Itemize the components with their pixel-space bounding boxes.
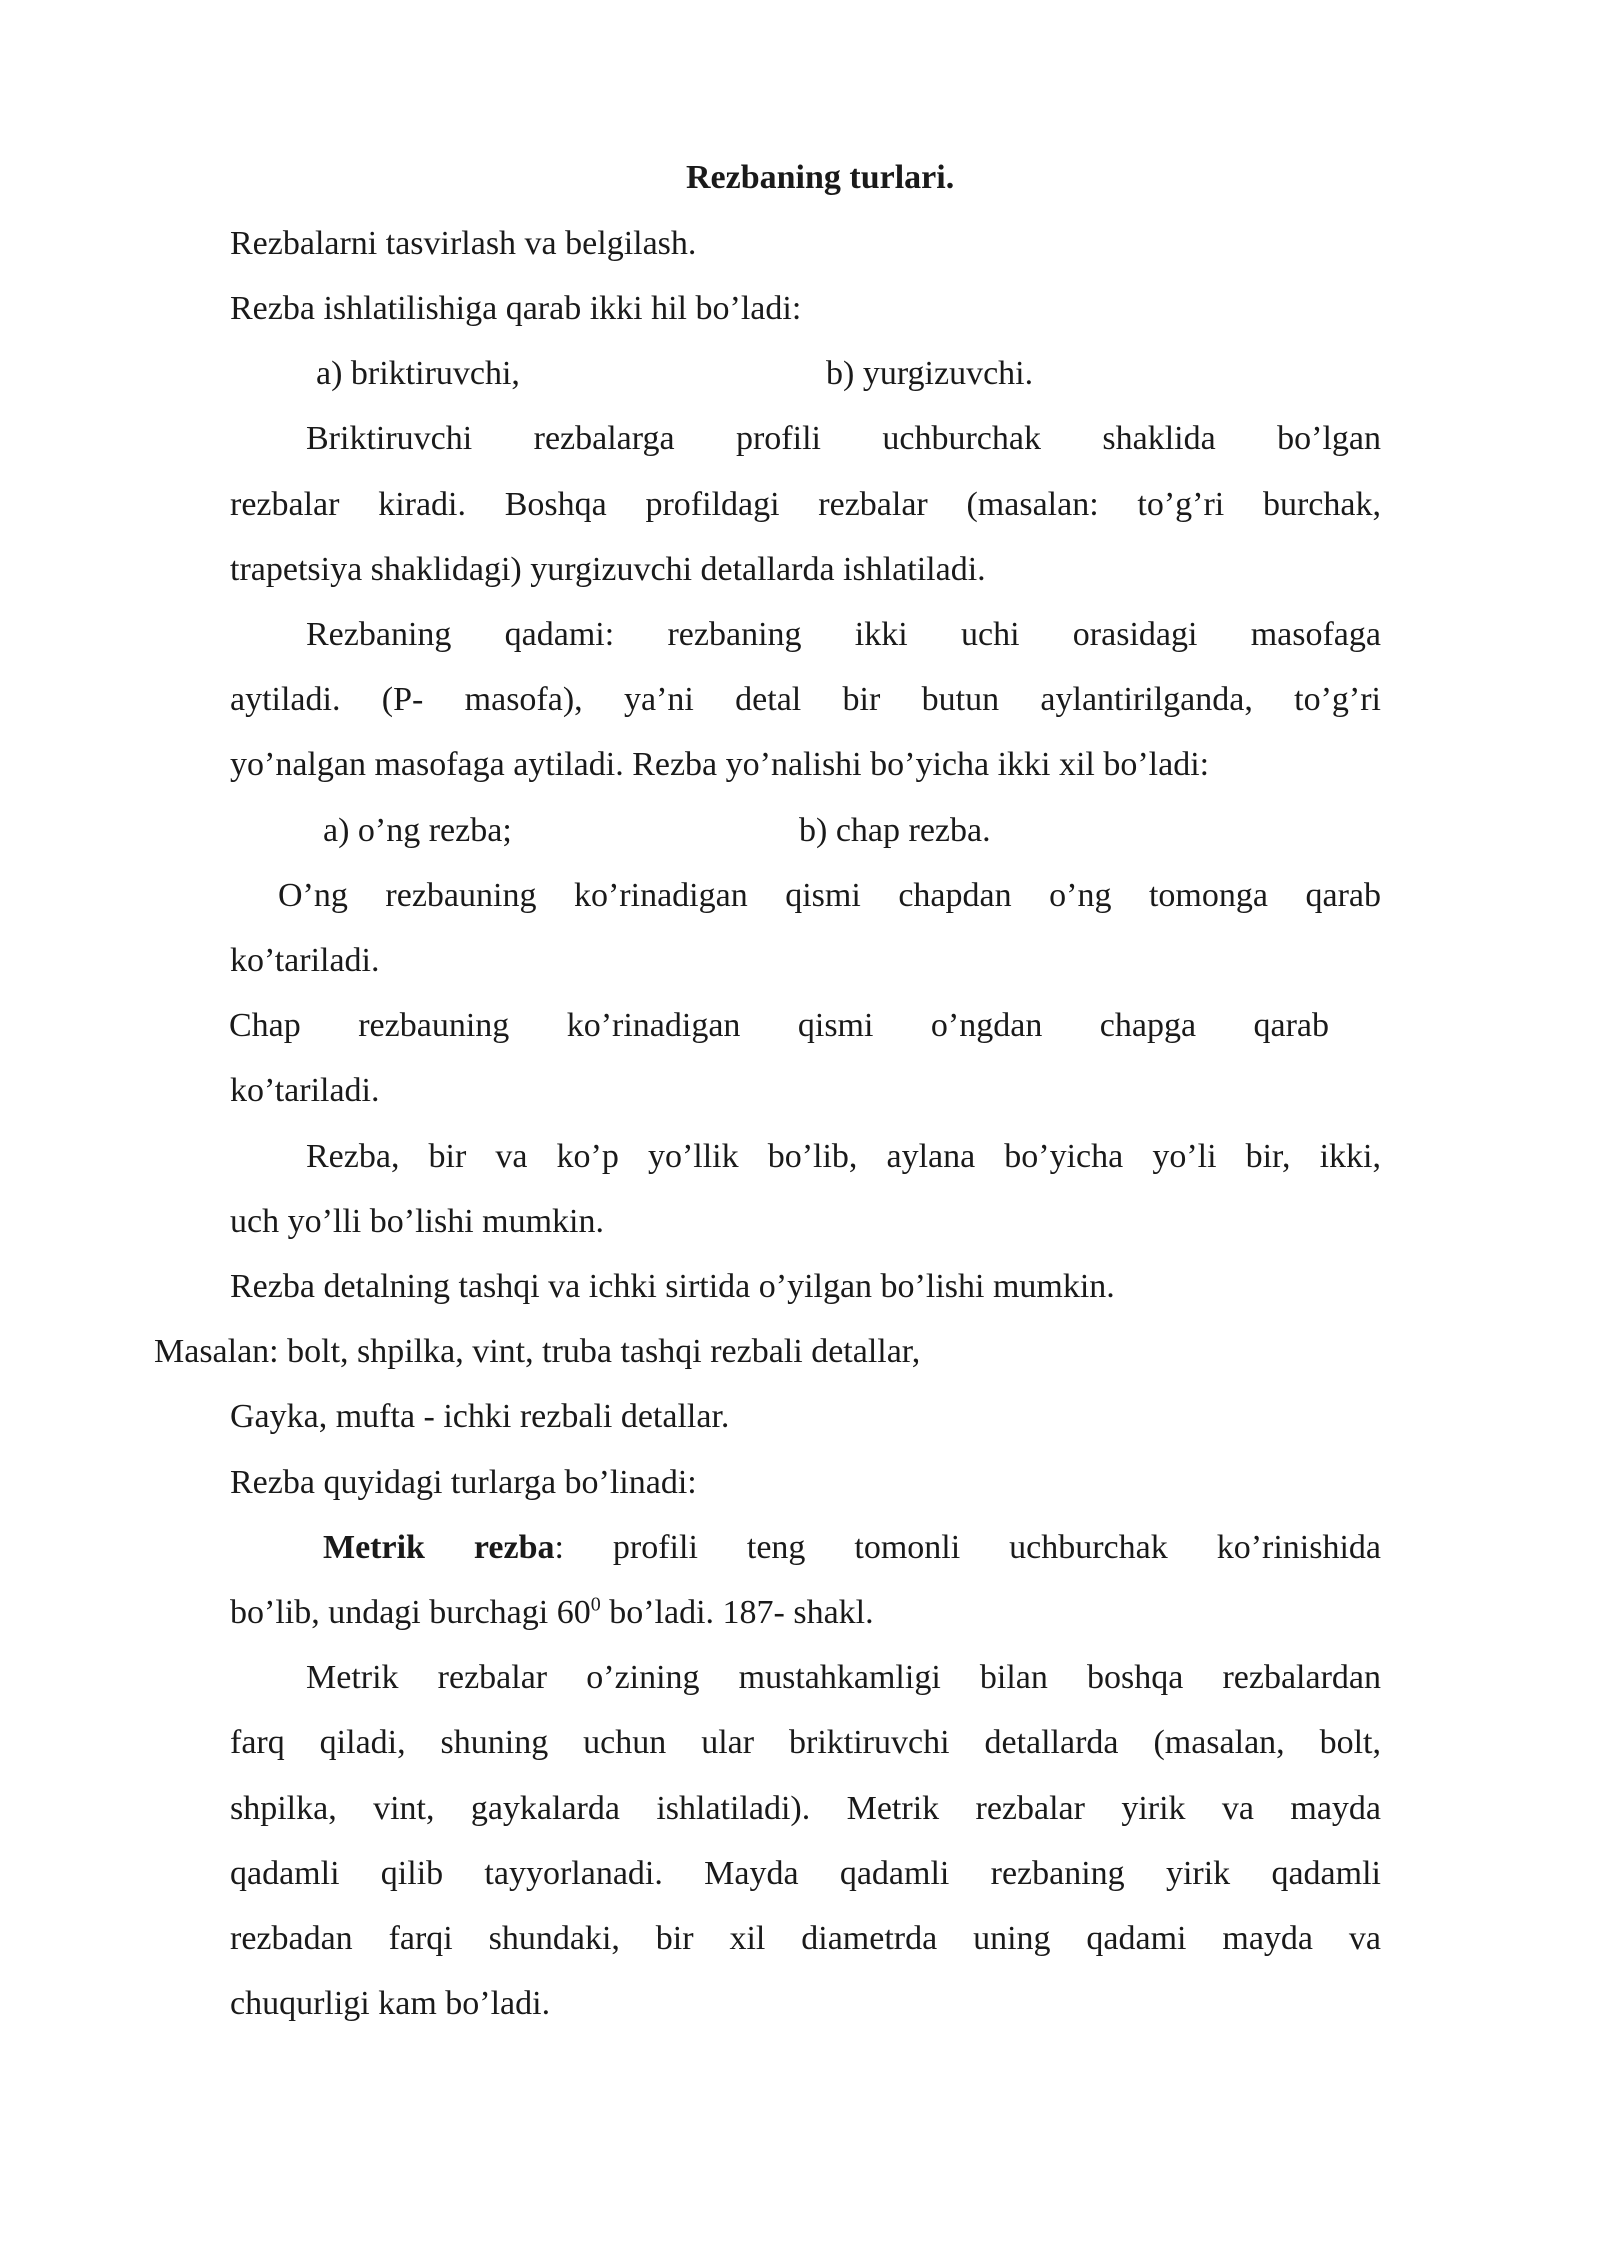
paragraph-line: Rezba detalning tashqi va ichki sirtida o’yilgan bo’lishi mumkin. (230, 1268, 1115, 1305)
text-span: bo’lib, undagi burchagi 60 (230, 1594, 591, 1631)
paragraph-line: ko’tariladi. (230, 942, 380, 979)
paragraph-line: aytiladi. (P- masofa), ya’ni detal bir butun aylantirilganda, to’g’ri (230, 681, 1381, 718)
paragraph-line: Masalan: bolt, shpilka, vint, truba tashqi rezbali detallar, (154, 1333, 921, 1370)
list-item-a: a) o’ng rezba; (323, 812, 512, 849)
paragraph-line: chuqurligi kam bo’ladi. (230, 1985, 551, 2022)
paragraph-line: Briktiruvchi rezbalarga profili uchburchak shaklida bo’lgan (306, 420, 1381, 457)
paragraph-line: Gayka, mufta - ichki rezbali detallar. (230, 1398, 730, 1435)
text-line: Rezbalarni tasvirlash va belgilash. (230, 225, 697, 262)
page-title: Rezbaning turlari. (686, 159, 955, 196)
list-item-a: a) briktiruvchi, (316, 355, 520, 392)
term-bold: Metrik rezba (323, 1529, 555, 1566)
text-line: Rezba ishlatilishiga qarab ikki hil bo’ladi: (230, 290, 802, 327)
list-item-b: b) chap rezba. (799, 812, 991, 849)
superscript: 0 (590, 1593, 601, 1616)
paragraph-line: Chap rezbauning ko’rinadigan qismi o’ngdan chapga qarab (229, 1007, 1329, 1044)
paragraph-line: uch yo’lli bo’lishi mumkin. (230, 1203, 604, 1240)
text-span: bo’ladi. 187- shakl. (600, 1594, 874, 1631)
paragraph-line: rezbadan farqi shundaki, bir xil diametrda uning qadami mayda va (230, 1920, 1381, 1957)
paragraph-line: Rezba quyidagi turlarga bo’linadi: (230, 1464, 697, 1501)
list-item-b: b) yurgizuvchi. (826, 355, 1034, 392)
paragraph-line: yo’nalgan masofaga aytiladi. Rezba yo’nalishi bo’yicha ikki xil bo’ladi: (230, 746, 1210, 783)
paragraph-line (323, 1528, 1381, 1568)
paragraph-line: farq qiladi, shuning uchun ular briktiruvchi detallarda (masalan, bolt, (230, 1724, 1381, 1761)
paragraph-line: shpilka, vint, gaykalarda ishlatiladi). Metrik rezbalar yirik va mayda (230, 1790, 1381, 1827)
paragraph-line: Rezba, bir va ko’p yo’llik bo’lib, aylana bo’yicha yo’li bir, ikki, (306, 1138, 1381, 1175)
paragraph-line (230, 1593, 874, 1633)
paragraph-line: trapetsiya shaklidagi) yurgizuvchi detallarda ishlatiladi. (230, 551, 986, 588)
paragraph-line: ko’tariladi. (230, 1072, 380, 1109)
paragraph-line: Metrik rezbalar o’zining mustahkamligi bilan boshqa rezbalardan (306, 1659, 1381, 1696)
paragraph-line: O’ng rezbauning ko’rinadigan qismi chapdan o’ng tomonga qarab (278, 877, 1381, 914)
paragraph-line: qadamli qilib tayyorlanadi. Mayda qadamli rezbaning yirik qadamli (230, 1855, 1381, 1892)
term-definition: : profili teng tomonli uchburchak ko’rinishida (554, 1529, 1381, 1566)
paragraph-line: rezbalar kiradi. Boshqa profildagi rezbalar (masalan: to’g’ri burchak, (230, 486, 1381, 523)
paragraph-line: Rezbaning qadami: rezbaning ikki uchi orasidagi masofaga (306, 616, 1381, 653)
